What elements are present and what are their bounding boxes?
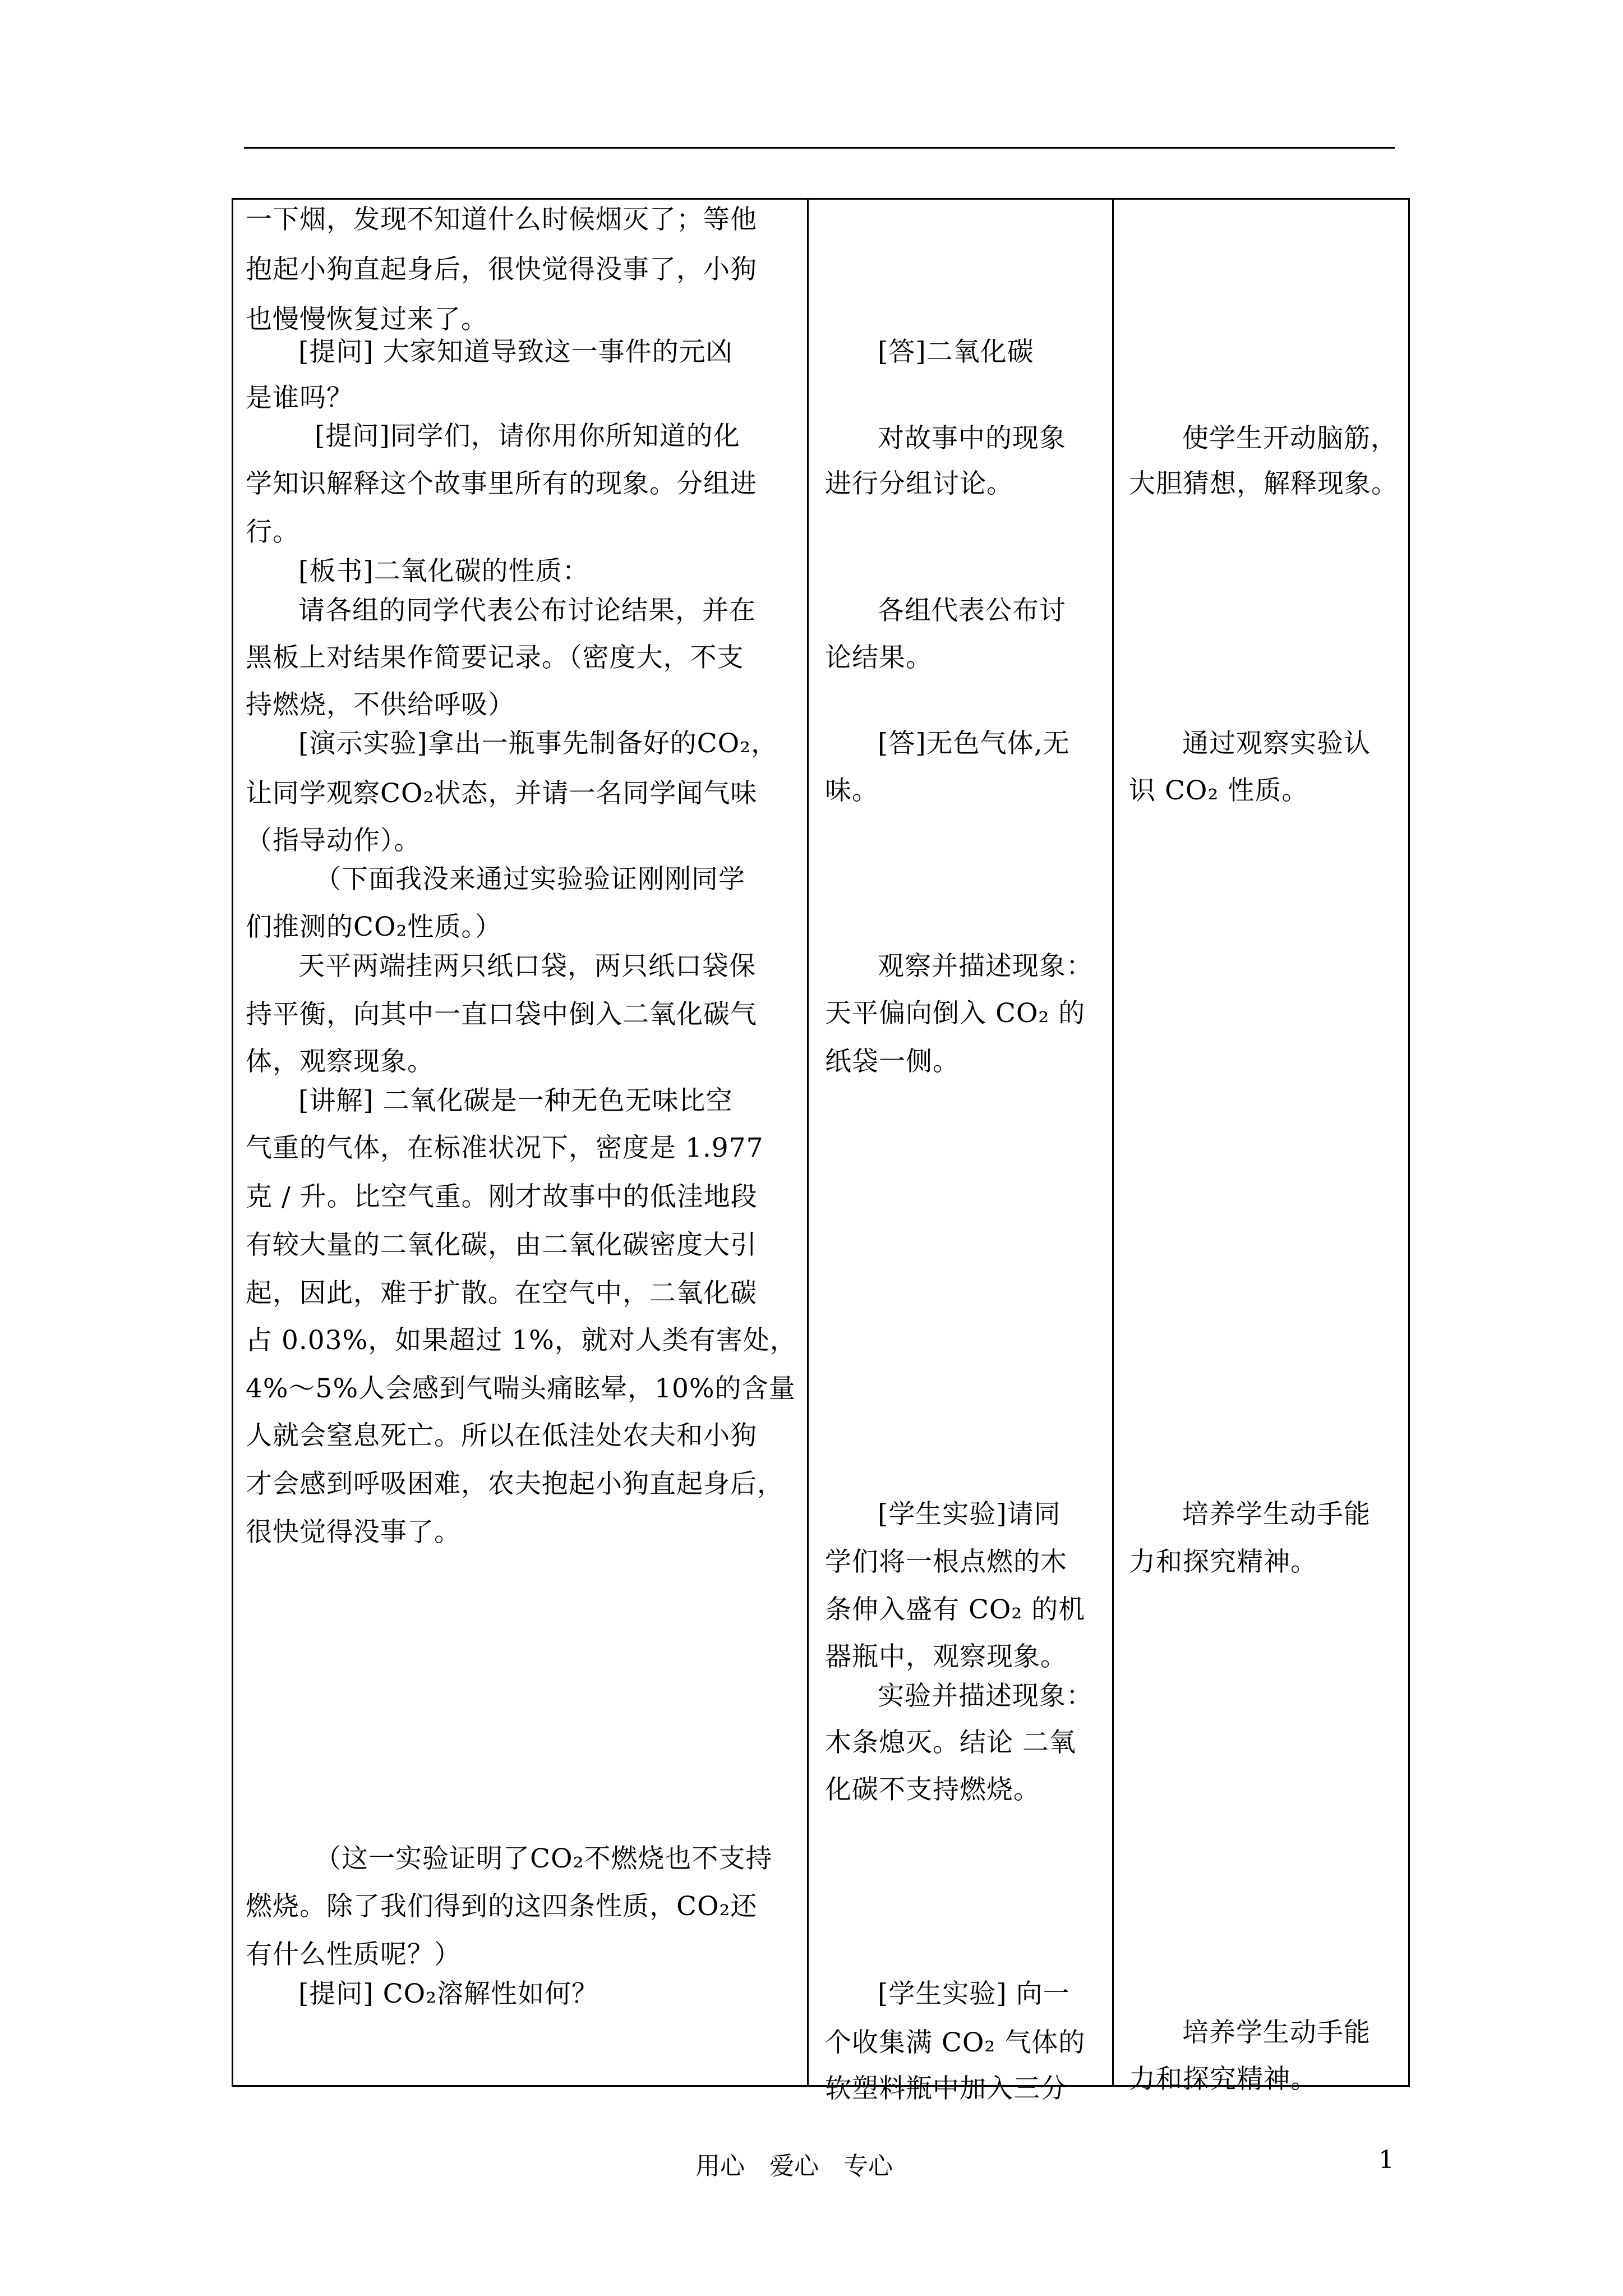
text-line: 化碳不支持燃烧。 [825, 1774, 1040, 1805]
text-line: 实验并描述现象： [878, 1681, 1093, 1711]
text-line: 们推测的CO₂性质。） [246, 912, 502, 942]
text-line: 通过观察实验认 [1182, 728, 1371, 759]
text-line: 有较大量的二氧化碳，由二氧化碳密度大引 [246, 1230, 757, 1260]
text-line: 燃烧。除了我们得到的这四条性质，CO₂还 [246, 1891, 758, 1922]
text-line: 力和探究精神。 [1129, 1547, 1317, 1577]
text-line: 一下烟，发现不知道什么时候烟灭了；等他 [246, 204, 757, 235]
text-line: 请各组的同学代表公布讨论结果，并在 [298, 595, 756, 626]
text-line: [提问] 大家知道导致这一事件的元凶 [298, 337, 733, 367]
text-line: 学们将一根点燃的木 [825, 1547, 1067, 1577]
header-rule [244, 147, 1395, 149]
text-line: 4%～5%人会感到气喘头痛眩晕，10%的含量 [246, 1373, 796, 1404]
text-line: 木条熄灭。结论 二氧 [825, 1727, 1076, 1758]
text-line: 是谁吗？ [246, 383, 353, 413]
text-line: 天平偏向倒入 CO₂ 的 [825, 998, 1086, 1029]
text-line: 器瓶中，观察现象。 [825, 1641, 1067, 1672]
text-line: [提问] CO₂溶解性如何？ [298, 1978, 598, 2009]
text-line: [答]二氧化碳 [878, 337, 1034, 367]
text-line: 软塑料瓶中加入三分 [825, 2073, 1067, 2104]
text-line: 人就会窒息死亡。所以在低洼处农夫和小狗 [246, 1420, 757, 1451]
text-line: 克 / 升。比空气重。刚才故事中的低洼地段 [246, 1181, 758, 1212]
text-line: 持燃烧，不供给呼吸） [246, 689, 515, 720]
text-line: 抱起小狗直起身后，很快觉得没事了，小狗 [246, 254, 757, 285]
text-line: 条伸入盛有 CO₂ 的机 [825, 1594, 1086, 1625]
text-line: 气重的气体，在标准状况下，密度是 1.977 [246, 1133, 764, 1163]
text-line: 各组代表公布讨 [878, 595, 1066, 626]
text-line: 纸袋一侧。 [825, 1046, 960, 1077]
text-line: 体，观察现象。 [246, 1046, 434, 1077]
text-line: 有什么性质呢？） [246, 1939, 461, 1970]
text-line: [学生实验] 向一 [878, 1978, 1070, 2009]
text-line: 识 CO₂ 性质。 [1129, 775, 1309, 806]
text-line: 让同学观察CO₂状态，并请一名同学闻气味 [246, 778, 758, 809]
text-line: （这一实验证明了CO₂不燃烧也不支持 [315, 1843, 773, 1874]
text-line: （下面我没来通过实验验证刚刚同学 [315, 864, 745, 895]
text-line: 论结果。 [825, 642, 933, 673]
text-line: 个收集满 CO₂ 气体的 [825, 2027, 1086, 2058]
text-line: 味。 [825, 775, 879, 806]
text-line: 才会感到呼吸困难，农夫抱起小狗直起身后， [246, 1469, 784, 1499]
text-line: 天平两端挂两只纸口袋，两只纸口袋保 [298, 951, 756, 982]
text-line: 培养学生动手能 [1182, 1499, 1371, 1530]
text-line: 力和探究精神。 [1129, 2064, 1317, 2095]
text-line: [演示实验]拿出一瓶事先制备好的CO₂， [298, 728, 778, 759]
text-line: 学知识解释这个故事里所有的现象。分组进 [246, 468, 757, 499]
text-line: 很快觉得没事了。 [246, 1517, 461, 1548]
text-line: [板书]二氧化碳的性质： [298, 556, 589, 587]
text-line: 进行分组讨论。 [825, 468, 1013, 499]
text-line: 也慢慢恢复过来了。 [246, 304, 488, 335]
text-line: 持平衡，向其中一直口袋中倒入二氧化碳气 [246, 999, 757, 1030]
text-line: [提问]同学们，请你用你所知道的化 [315, 421, 740, 452]
text-line: 大胆猜想，解释现象。 [1129, 468, 1398, 499]
text-line: 行。 [246, 517, 299, 547]
text-line: 对故事中的现象 [878, 423, 1066, 454]
text-line: [学生实验]请同 [878, 1499, 1061, 1530]
text-line: 观察并描述现象： [878, 951, 1093, 982]
text-line: （指导动作）。 [246, 825, 421, 856]
text-line: 占 0.03%，如果超过 1%，就对人类有害处， [246, 1325, 797, 1356]
text-line: 培养学生动手能 [1182, 2017, 1371, 2048]
text-line: 起，因此，难于扩散。在空气中，二氧化碳 [246, 1278, 757, 1309]
text-line: [讲解] 二氧化碳是一种无色无味比空 [298, 1085, 733, 1116]
text-line: 黑板上对结果作简要记录。（密度大，不支 [246, 642, 744, 673]
page-number: 1 [1378, 2146, 1394, 2174]
footer-slogan: 用心 爱心 专心 [695, 2152, 893, 2180]
column-divider [1112, 200, 1114, 2085]
text-line: [答]无色气体,无 [878, 728, 1070, 759]
column-divider [807, 200, 809, 2085]
text-line: 使学生开动脑筋， [1182, 423, 1398, 454]
